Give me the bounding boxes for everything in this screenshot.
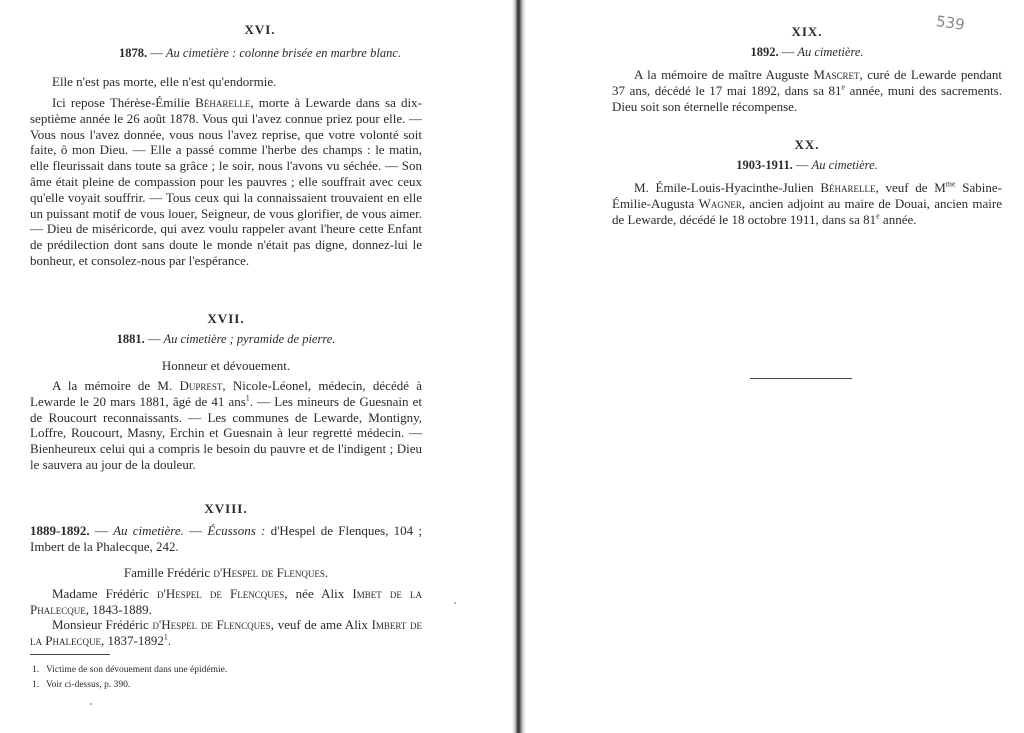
name: Béharelle: [195, 95, 251, 110]
name: Mascret: [813, 67, 860, 82]
section-xx-year: 1903-1911.: [736, 158, 793, 172]
text: , curé de Lewarde pendant 37 ans, décédé le 17 mai 1892, dans sa 81: [612, 67, 1003, 98]
text: Famille Frédéric: [123, 565, 214, 580]
text: , née Alix: [284, 586, 353, 601]
footnote-text: Victime de son dévouement dans une épidémie.: [46, 665, 228, 675]
text: M. Émile-Louis-Hyacinthe-Julien: [634, 180, 821, 195]
text: Ici repose Thérèse-Émilie: [52, 95, 196, 110]
dash: —: [89, 523, 114, 538]
footnote-rule: [30, 654, 110, 655]
superscript: me: [945, 179, 956, 189]
name: Wagner: [698, 195, 742, 211]
text: , veuf de M: [875, 180, 946, 195]
name: d'Hespel de Flencques: [152, 617, 271, 632]
speck: [454, 602, 456, 604]
section-xvii-body: [30, 378, 422, 473]
ordinal-suffix: e: [876, 211, 880, 221]
section-xx-subtitle: [612, 158, 1002, 173]
name: Duprest: [179, 378, 223, 393]
text: Madame Frédéric: [52, 586, 158, 601]
footnote-number: 1.: [32, 665, 40, 675]
dash: —: [183, 523, 208, 538]
section-xix-body: [612, 67, 1002, 114]
name: t de la Phalecque: [30, 586, 422, 617]
name: Béharelle: [820, 180, 876, 195]
text: Écussons :: [207, 523, 266, 538]
name: Imbe: [352, 586, 377, 601]
section-xvi-epigraph: Elle n'est pas morte, elle n'est qu'endormie.: [52, 74, 277, 89]
speck: [90, 703, 92, 705]
section-xx-body: [612, 180, 1002, 227]
text: A la mémoire de M.: [52, 378, 180, 393]
text: , morte à Lewarde dans sa dix-septième année le 26 août 1878. Vous qui l'avez connue priez pour elle. — Vous nous l'avez donnée, vous nous l'avez reprise, que votre volonté soit faite, ô mon Dieu. — Elle a passé comme l'herbe des champs : le matin, elle fleurissait dans toute sa grâce ; le soir, nous l'avons vu séchée. — Son âme était pleine de compassion pour les pauvres ; elle souffrait avec ceux qu'elle voyait souffrir. — Tous ceux qui la connaissaient trouvaient en elle un puissant motif de vous louer, Seigneur, de vous glorifier, de vous aimer. — Dieu de miséricorde, qui avez voulu rappeler avant l'heure cette Enfant de prédilection dont sans doute le monde n'était pas digne, donnez-lui le bonheur, et consolez-nous par l'espérance.: [30, 95, 422, 268]
section-xix-year: 1892.: [750, 45, 779, 59]
text: , 1843-1889.: [85, 601, 152, 617]
footnote-text: Voir ci-dessus, p. 390.: [46, 680, 131, 690]
section-xx-description: Au cimetière.: [811, 158, 878, 172]
text: , 1837-1892: [100, 632, 164, 648]
section-xvii-description: Au cimetière ; pyramide de pierre.: [163, 332, 336, 346]
dash: —: [147, 46, 166, 60]
text: .: [167, 632, 172, 648]
section-xviii-line-2: [30, 617, 422, 649]
name: d'Hespel de Flencques: [157, 586, 285, 601]
footnote-ref: 1: [163, 632, 168, 642]
section-xvi-description: Au cimetière : colonne brisée en marbre blanc.: [165, 46, 401, 60]
dash: —: [792, 158, 812, 172]
section-xviii-line-1: [30, 586, 422, 618]
text: , ancien adjoint au maire de Douai, ancien maire de Lewarde, décédé le 18 octobre 1911, dans sa 81: [612, 195, 1002, 227]
section-xviii-number: XVIII.: [204, 501, 248, 516]
section-xx-number: XX.: [794, 137, 820, 152]
section-xviii-family: [30, 565, 422, 581]
section-xix-subtitle: [612, 45, 1002, 60]
text: Sabine-Émilie-Augusta: [612, 180, 1002, 211]
text: d'Hespel de Flenques, 104 ; Imbert de la Phalecque, 242.: [30, 523, 423, 554]
section-xvi-subtitle: [60, 46, 460, 61]
name: Imbert de la Phalecque: [30, 617, 423, 648]
text: ame Alix: [320, 617, 372, 632]
text: année.: [879, 211, 917, 227]
text: Monsieur Frédéric: [52, 617, 153, 632]
section-xvi-year: 1878.: [119, 46, 148, 60]
text: . — Les mineurs de Guesnain et de Roucourt reconnaissants. — Les communes de Lewarde, Montigny, Loffre, Roucourt, Masny, Erchin et Guesnain à leur regretté médecin. — Bienheureux celui qui a compris le besoin du pauvre et de l'indigent ; Dieu le sauvera au jour de la douleur.: [30, 393, 423, 472]
text: A la mémoire de maître Auguste: [634, 67, 814, 82]
section-xviii-year: 1889-1892.: [30, 523, 90, 538]
end-rule: [750, 378, 852, 379]
section-xvii-motto: Honneur et dévouement.: [161, 358, 291, 373]
section-xvi-body: [30, 95, 422, 269]
text: , veuf de: [270, 617, 321, 632]
section-xix-number: XIX.: [791, 24, 823, 39]
footnote-number: 1.: [32, 680, 40, 690]
section-xvii-subtitle: [30, 332, 422, 347]
footnote-1: [32, 664, 412, 677]
section-xviii-subtitle: [30, 523, 422, 555]
pencil-page-number: 539: [934, 12, 966, 34]
ordinal-suffix: e: [841, 82, 846, 92]
section-xvii-year: 1881.: [116, 332, 145, 346]
text: , Nicole-Léonel, médecin, décédé à Lewarde le 20 mars 1881, âgé de 41 ans: [30, 378, 422, 409]
text: année, muni des sacrements. Dieu soit son éternelle récompense.: [612, 82, 1002, 114]
dash: —: [144, 332, 164, 346]
section-xvii-number: XVII.: [207, 311, 245, 326]
section-xix-description: Au cimetière.: [797, 45, 864, 59]
name: d'Hespel de Flenques.: [213, 565, 329, 580]
right-page: [516, 0, 1024, 733]
section-xvi-number: XVI.: [244, 22, 276, 37]
footnote-2: [32, 679, 412, 692]
footnote-ref: 1: [245, 393, 250, 403]
dash: —: [778, 45, 798, 59]
text: Au cimetière.: [113, 523, 184, 538]
